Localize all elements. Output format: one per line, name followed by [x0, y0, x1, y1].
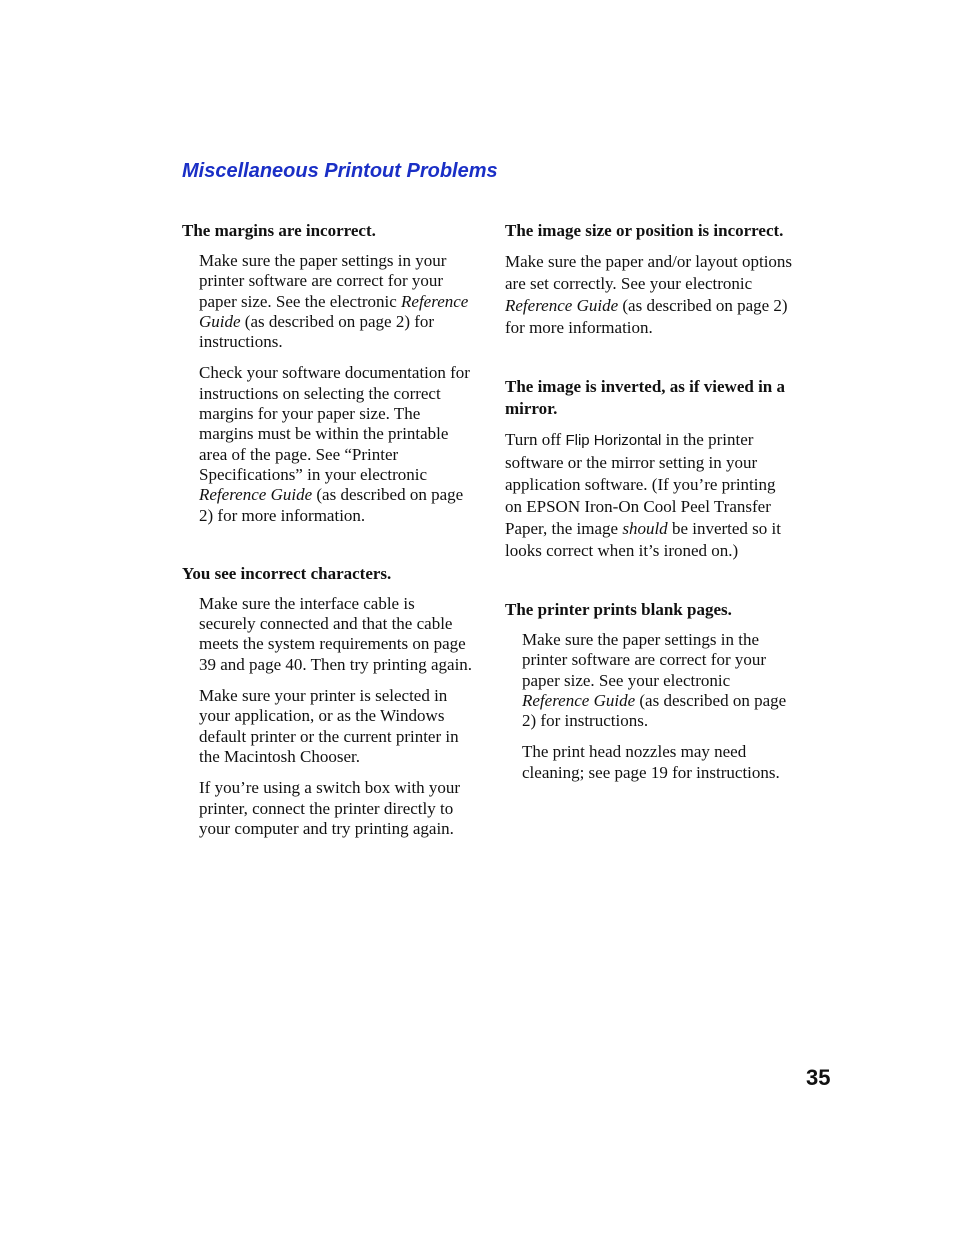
paragraph: Turn off Flip Horizontal in the printer software or the mirror setting in your application software. (If you’re printing on EPSON Iron-On Cool Peel Transfer Paper, the image should be inverted so it looks correct when it’s ironed on.) — [505, 430, 781, 560]
paragraph: Make sure the paper settings in your printer software are correct for your paper size. See the electronic Reference Guide (as described on page 2) for instructions. — [199, 251, 469, 352]
section-heading-image-size: The image size or position is incorrect. — [505, 221, 784, 240]
paragraph: The print head nozzles may need cleaning; see page 19 for instructions. — [522, 742, 780, 782]
section-heading-blank-pages: The printer prints blank pages. — [505, 600, 732, 619]
paragraph: If you’re using a switch box with your printer, connect the printer directly to your computer and try printing again. — [199, 778, 461, 838]
page-number: 35 — [806, 1065, 831, 1090]
paragraph: Make sure the paper and/or layout options are set correctly. See your electronic Reference Guide (as described on page 2) for more information. — [505, 252, 793, 337]
paragraph: Check your software documentation for instructions on selecting the correct margins for your paper size. The margins must be within the printable area of the page. See “Printer Specifications” in your electronic Reference Guide (as described on page 2) for more information. — [199, 363, 470, 525]
section-heading-inverted: The image is inverted, as if viewed in a mirror. — [505, 377, 786, 418]
section-heading-margins: The margins are incorrect. — [182, 221, 376, 240]
paragraph: Make sure the interface cable is securely connected and that the cable meets the system requirements on page 39 and page 40. Then try printing again. — [199, 593, 473, 674]
section-heading-characters: You see incorrect characters. — [182, 563, 392, 583]
right-column — [505, 220, 793, 794]
paragraph: Make sure the paper settings in the printer software are correct for your paper size. See your electronic Reference Guide (as described on page 2) for instructions. — [522, 630, 787, 731]
page-title: Miscellaneous Printout Problems — [182, 160, 498, 182]
paragraph: Make sure your printer is selected in your application, or as the Windows default printer or the current printer in the Macintosh Chooser. — [199, 686, 459, 766]
left-column — [182, 220, 474, 850]
setting-name: Flip Horizontal — [565, 432, 662, 449]
